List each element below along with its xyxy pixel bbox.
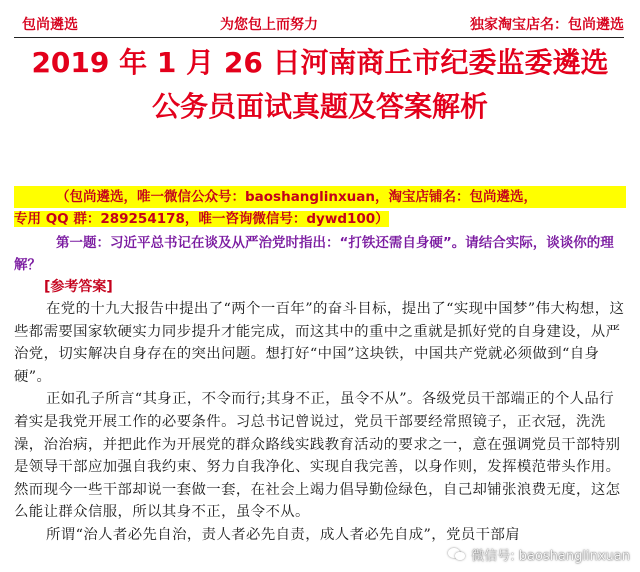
answer-body	[14, 298, 626, 547]
header-left-text: 包尚遴选	[22, 17, 78, 33]
answer-paragraph: 所谓“治人者必先自治，责人者必先自责，成人者必先自成”，党员干部肩	[46, 526, 521, 543]
question-content: 第一题：习近平总书记在谈及从严治党时指出：“打铁还需自身硬”。请结合实际，谈谈你的理解？	[14, 235, 614, 273]
contact-notice	[14, 186, 626, 230]
page-header	[0, 14, 640, 36]
contact-notice-line2: 专用 QQ 群：289254178，唯一咨询微信号：dywd100）	[14, 211, 389, 227]
header-right-text: 独家淘宝店名：包尚遴选	[470, 17, 624, 33]
watermark-text: 微信号: baoshanglinxuan	[471, 549, 630, 564]
contact-notice-line1	[14, 186, 626, 208]
document-title-line1: 2019 年 1 月 26 日河南商丘市纪委监委遴选	[31, 46, 609, 79]
answer-paragraph: 在党的十九大报告中提出了“两个一百年”的奋斗目标，提出了“实现中国梦”伟大构想，这些都需要国家软硬实力同步提升才能完成，而这其中的重中之重就是抓好党的自身建设，从严治党，切实解决自身存在的突出问题。想打好“中国”这块铁，中国共产党就必须做到“自身硬”。	[14, 301, 625, 385]
wechat-watermark	[448, 545, 630, 564]
answer-paragraph: 正如孔子所言“其身正，不令而行;其身不正，虽令不从”。各级党员干部端正的个人品行着实是我党开展工作的必要条件。习总书记曾说过，党员干部要经常照镜子，正衣冠，洗洗澡，治治病，并把此作为开展党的群众路线实践教育活动的要求之一，意在强调党员干部特别是领导干部应加强自我约束、努力自我净化、实现自我完善，以身作则，发挥模范带头作用。然而现今一些干部却说一套做一套，在社会上竭力倡导勤俭绿色，自己却铺张浪费无度，这怎么能让群众信服，所以其身不正，虽令不从。	[14, 391, 621, 521]
header-center-text: 为您包上而努力	[220, 17, 318, 33]
wechat-icon	[448, 548, 466, 562]
question-text	[14, 232, 626, 276]
contact-notice-line1-text: （包尚遴选，唯一微信公众号：baoshanglinxuan，淘宝店铺名：包尚遴选，	[56, 189, 537, 205]
reference-answer-label: [参考答案]	[44, 279, 113, 295]
header-divider	[14, 37, 624, 38]
document-title-line2: 公务员面试真题及答案解析	[151, 90, 488, 123]
